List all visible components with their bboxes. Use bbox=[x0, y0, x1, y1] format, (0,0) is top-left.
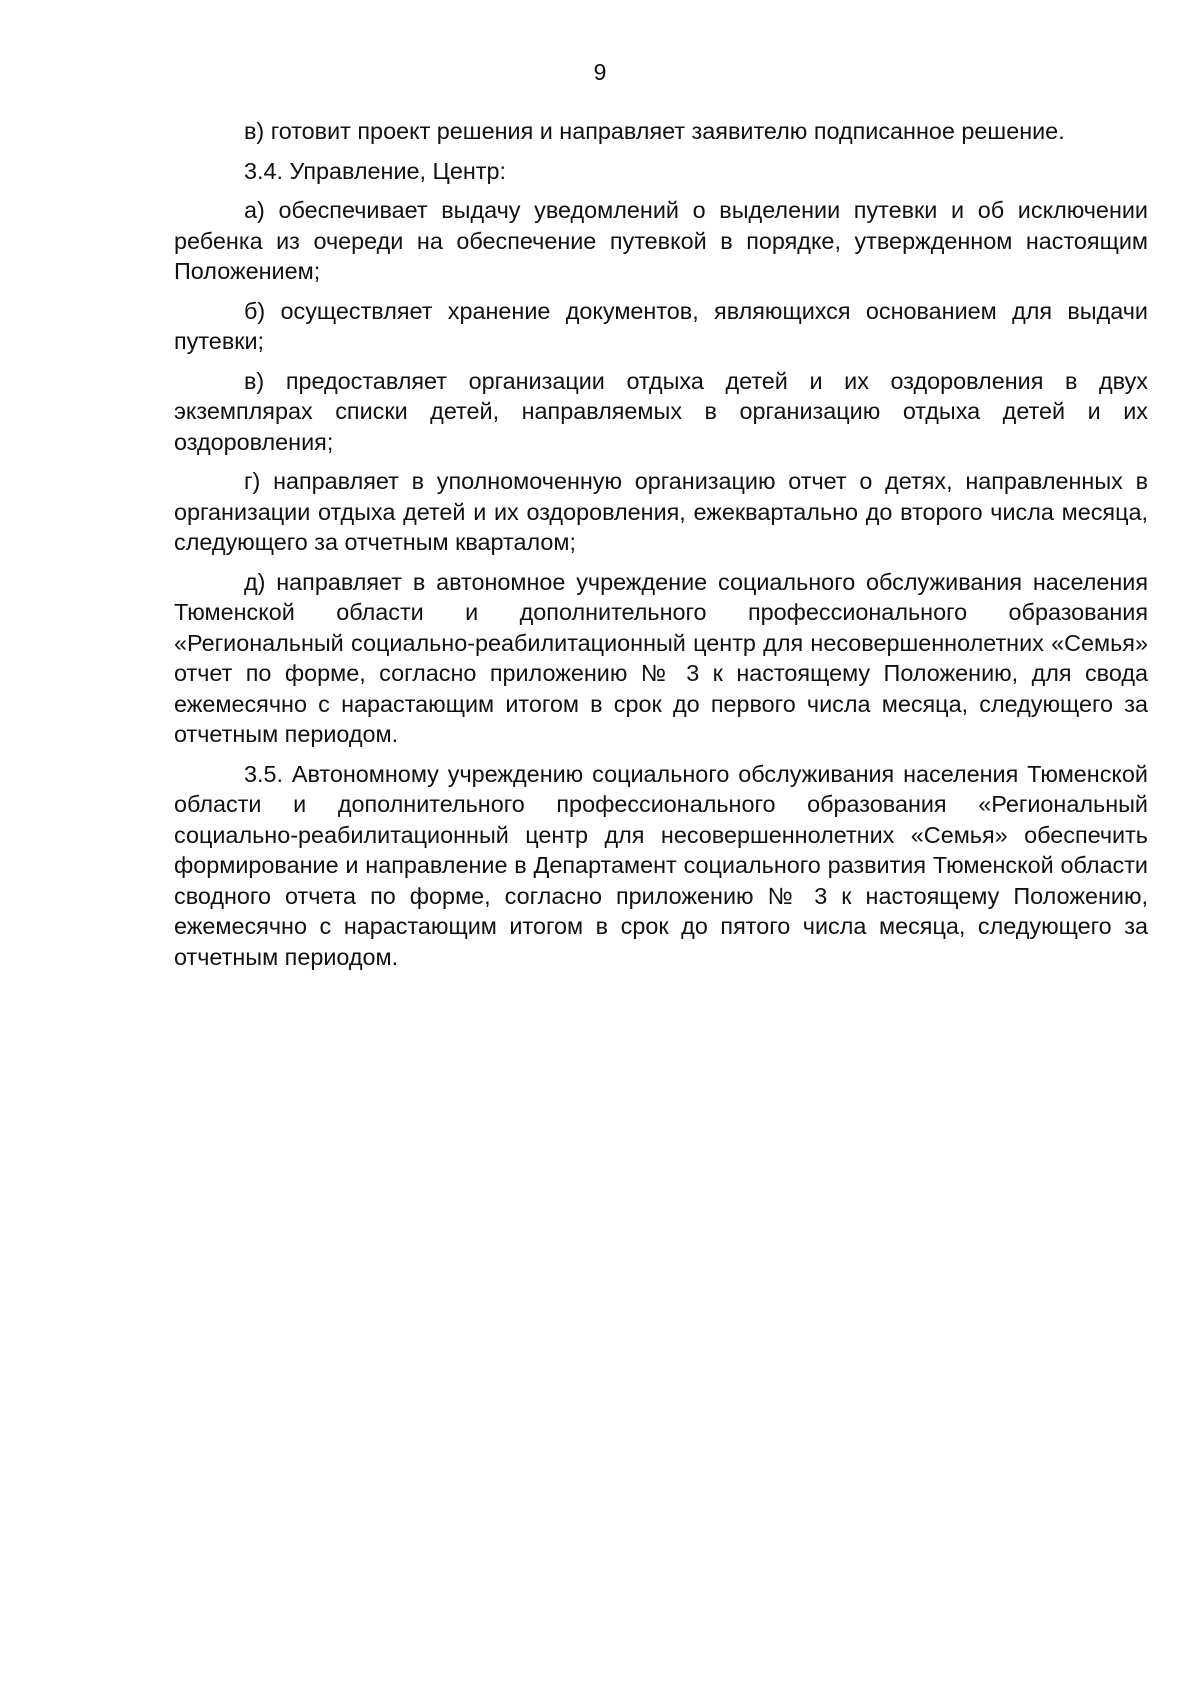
paragraph-3-4-b: б) осуществляет хранение документов, являющихся основанием для выдачи путевки; bbox=[174, 297, 1148, 354]
paragraph-3-4-v: в) предоставляет организации отдыха детей и их оздоровления в двух экземплярах списки детей, направляемых в организацию отдыха детей и их оздоровления; bbox=[174, 367, 1148, 455]
paragraph-3-3-v: в) готовит проект решения и направляет заявителю подписанное решение. bbox=[244, 118, 1065, 144]
paragraph-3-4-a: а) обеспечивает выдачу уведомлений о выделении путевки и об исключении ребенка из очереди на обеспечение путевкой в порядке, утвержденном настоящим Положением; bbox=[174, 197, 1148, 284]
page-number: 9 bbox=[593, 59, 607, 85]
paragraph-3-4-heading: 3.4. Управление, Центр: bbox=[244, 157, 506, 184]
document-body bbox=[174, 116, 1148, 981]
paragraph-3-5: 3.5. Автономному учреждению социального обслуживания населения Тюменской области и дополнительного профессионального образования «Региональный социально-реабилитационный центр для несовершеннолетних «Семья» обеспечить формирование и направление в Департамент социального развития Тюменской области сводного отчета по форме, согласно приложению № 3 к настоящему Положению, ежемесячно с нарастающим итогом в срок до пятого числа месяца, следующего за отчетным периодом. bbox=[174, 760, 1148, 970]
paragraph-3-4-d: д) направляет в автономное учреждение социального обслуживания населения Тюменской области и дополнительного профессионального образования «Региональный социально-реабилитационный центр для несовершеннолетних «Семья» отчет по форме, согласно приложению № 3 к настоящему Положению, для свода ежемесячно с нарастающим итогом в срок до первого числа месяца, следующего за отчетным периодом. bbox=[174, 568, 1148, 747]
paragraph-3-4-g: г) направляет в уполномоченную организацию отчет о детях, направленных в организации отдыха детей и их оздоровления, ежеквартально до второго числа месяца, следующего за отчетным кварталом; bbox=[174, 468, 1148, 555]
